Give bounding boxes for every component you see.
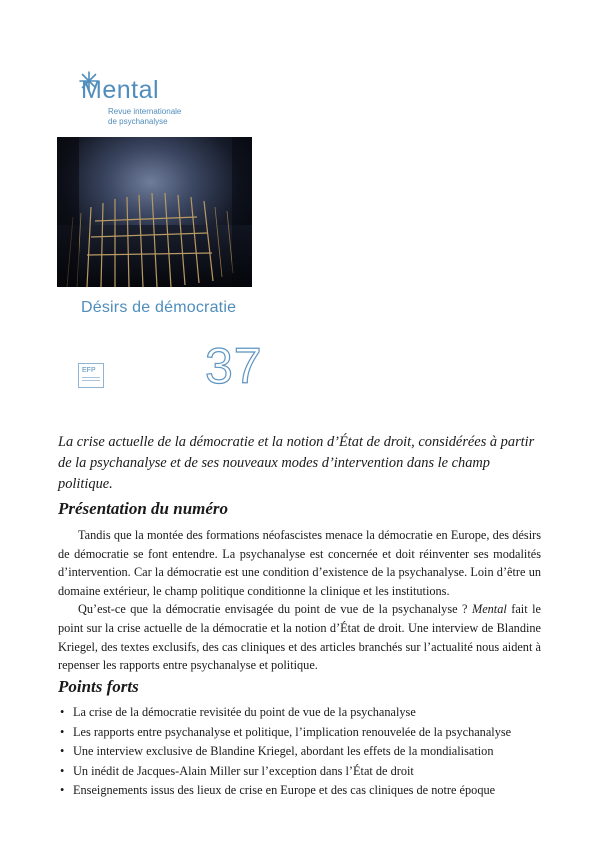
journal-name: Mental <box>471 602 507 617</box>
presentation-heading: Présentation du numéro <box>58 499 229 518</box>
bullet-icon: • <box>60 705 65 719</box>
list-item-text: La crise de la démocratie revisitée du point de vue de la psychanalyse <box>73 705 416 719</box>
list-item <box>58 742 548 762</box>
bullet-icon: • <box>60 763 65 778</box>
list-item-text: Un inédit de Jacques-Alain Miller sur l’exception dans l’État de droit <box>73 763 414 778</box>
cover-photo <box>57 137 252 287</box>
bullet-icon: • <box>60 744 65 759</box>
paragraph-2-start: Qu’est-ce que la démocratie envisagée du point de vue de la psychanalyse ? <box>78 602 472 617</box>
highlights-heading: Points forts <box>58 677 139 696</box>
list-item <box>58 703 548 723</box>
list-item-text: Une interview exclusive de Blandine Kriegel, abordant les effets de la mondialisation <box>73 744 494 759</box>
issue-number: 37 <box>205 338 263 394</box>
highlights-list <box>58 703 548 801</box>
presentation-body <box>58 526 541 675</box>
bullet-icon: • <box>60 783 65 798</box>
publisher-logo-lines <box>82 377 100 378</box>
list-item <box>58 781 548 801</box>
publisher-logo <box>78 363 104 388</box>
logo-subtitle-line-2: de psychanalyse <box>108 117 168 126</box>
issue-title: Désirs de démocratie <box>81 299 237 316</box>
list-item <box>58 723 548 743</box>
logo-subtitle <box>108 107 228 127</box>
logo-wordmark: Mental <box>81 76 160 104</box>
lead-paragraph: La crise actuelle de la démocratie et la notion d’État de droit, considérées à partir de la psychanalyse et de ses nouveaux modes d’intervention dans le champ politique. <box>58 434 535 492</box>
publisher-logo-text: EFP <box>82 367 96 374</box>
list-item <box>58 762 548 782</box>
list-item-text: Les rapports entre psychanalyse et politique, l’implication renouvelée de la psychanalyse <box>73 724 512 739</box>
presentation-paragraph-2 <box>58 600 541 674</box>
journal-logo <box>78 70 228 132</box>
paragraph-2-end: fait le point sur la crise actuelle de la démocratie et la notion d’État de droit. Une interview de Blandine Kriegel, des textes exclusifs, des cas cliniques et des articles branchés sur l’actualité nous aident à repenser les rapports entre psychanalyse et politique. <box>58 602 541 673</box>
logo-subtitle-line-1: Revue internationale <box>108 107 182 116</box>
list-item-text: Enseignements issus des lieux de crise en Europe et des cas cliniques de notre époque <box>73 783 496 798</box>
bullet-icon: • <box>60 724 65 739</box>
presentation-paragraph-1: Tandis que la montée des formations néofascistes menace la démocratie en Europe, des désirs de démocratie se font entendre. La psychanalyse est concernée et doit réinventer ses modalités d’intervention. Car la démocratie est une condition d’existence de la psychanalyse. Loin d’être un domaine extérieur, le champ politique conditionne la clinique et les institutions. <box>58 528 541 598</box>
